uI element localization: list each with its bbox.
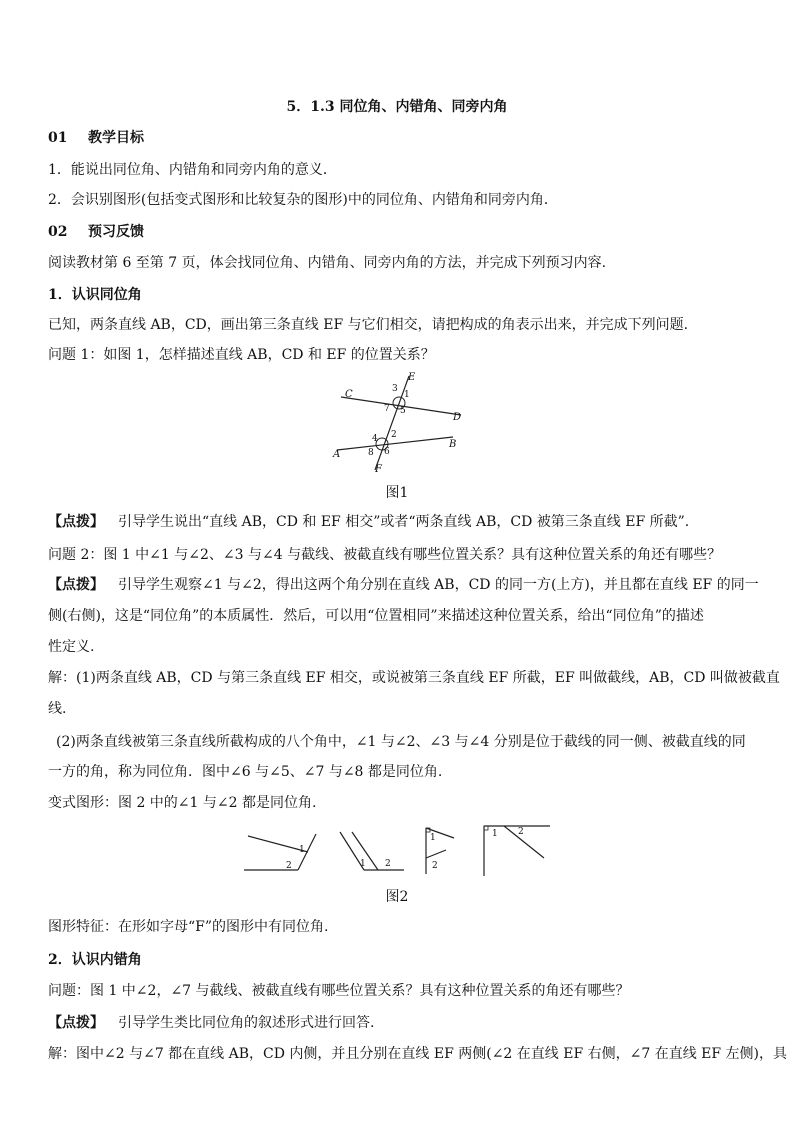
answer-1-continued: 线.	[48, 701, 67, 717]
tip-text: 引导学生说出“直线 AB，CD 和 EF 相交”或者“两条直线 AB，CD 被第三条直线 EF 所截”.	[118, 514, 690, 530]
label-c: C	[345, 389, 353, 400]
figure-2d	[484, 826, 550, 876]
angle-label-4: 4	[372, 434, 378, 444]
answer-1: 解：(1)两条直线 AB，CD 与第三条直线 EF 相交，或说被第三条直线 EF 所截，EF 叫做截线，AB，CD 叫做被截直	[48, 670, 780, 686]
figure-feature: 图形特征：在形如字母“F”的图形中有同位角.	[48, 919, 329, 935]
figure-2-caption: 图2	[385, 889, 409, 905]
section-label: 预习反馈	[88, 224, 144, 240]
question: 问题：图 1 中∠2，∠7 与截线、被截直线有哪些位置关系？具有这种位置关系的角还有哪些？	[48, 983, 630, 999]
tip-2	[48, 575, 759, 595]
tip-label: 【点拨】	[48, 514, 104, 530]
tip-text: 引导学生观察∠1 与∠2，得出这两个角分别在直线 AB，CD 的同一方(上方)，并且都在直线 EF 的同一	[118, 577, 759, 593]
angle-label: 1	[430, 833, 436, 843]
goal-item: 1．能说出同位角、内错角和同旁内角的意义．	[48, 162, 337, 178]
angle-label-3: 3	[392, 384, 398, 394]
section-heading-preview	[48, 222, 748, 242]
question-2: 问题 2：图 1 中∠1 与∠2、∠3 与∠4 与截线、被截直线有哪些位置关系？具有这种位置关系的角还有哪些？	[48, 547, 722, 563]
label-d: D	[453, 412, 462, 423]
tip-label: 【点拨】	[48, 577, 104, 593]
tip-2-continued: 侧(右侧)，这是“同位角”的本质属性．然后，可以用“位置相同”来描述这种位置关系，给出“同位角”的描述	[48, 608, 704, 624]
label-e: E	[408, 372, 416, 383]
angle-label-8: 8	[368, 448, 374, 458]
figure-1-caption: 图1	[385, 485, 409, 501]
angle-label-1: 1	[404, 390, 410, 400]
label-b: B	[449, 439, 457, 450]
section-heading-objectives	[48, 128, 748, 148]
angle-label-2: 2	[391, 430, 397, 440]
angle-label-6: 6	[384, 447, 390, 457]
answer-2-continued: 一方的角，称为同位角．图中∠6 与∠5、∠7 与∠8 都是同位角.	[48, 764, 443, 780]
label-a: A	[333, 449, 341, 460]
answer: 解：图中∠2 与∠7 都在直线 AB，CD 内侧，并且分别在直线 EF 两侧(∠2 在直线 EF 右侧，∠7 在直线 EF 左侧)，具	[48, 1046, 788, 1062]
answer-2: (2)两条直线被第三条直线所截构成的八个角中，∠1 与∠2、∠3 与∠4 分别是位于截线的同一侧、被截直线的同	[56, 734, 746, 750]
label-f: F	[375, 464, 382, 475]
angle-label-7: 7	[384, 404, 390, 414]
angle-label: 2	[518, 827, 524, 837]
section-number: 02	[48, 224, 68, 240]
goal-item: 2．会识别图形(包括变式图形和比较复杂的图形)中的同位角、内错角和同旁内角．	[48, 192, 558, 208]
figure-2c	[426, 828, 454, 874]
angle-label: 1	[492, 829, 498, 839]
paragraph: 已知，两条直线 AB，CD，画出第三条直线 EF 与它们相交，请把构成的角表示出来，并完成下列问题.	[48, 317, 689, 333]
angle-label: 1	[299, 845, 305, 855]
figure-1-diagram	[325, 368, 475, 476]
part-heading: 2．认识内错角	[48, 952, 142, 968]
tip-3	[48, 1013, 748, 1033]
reading-instruction: 阅读教材第 6 至第 7 页，体会找同位角、内错角、同旁内角的方法，并完成下列预习内容.	[48, 255, 607, 271]
figure-2a	[244, 834, 316, 871]
angle-label: 1	[360, 859, 366, 869]
tip-label: 【点拨】	[48, 1015, 104, 1031]
tip-2-continued: 性定义.	[48, 639, 95, 655]
figure-2b	[340, 832, 404, 870]
question-1: 问题 1：如图 1，怎样描述直线 AB，CD 和 EF 的位置关系？	[48, 347, 435, 363]
angle-label: 2	[432, 861, 438, 871]
angle-label: 2	[286, 861, 292, 871]
figure-2-diagram	[240, 822, 555, 876]
section-number: 01	[48, 130, 68, 146]
angle-label: 2	[385, 859, 391, 869]
tip-text: 引导学生类比同位角的叙述形式进行回答.	[118, 1015, 375, 1031]
part-heading: 1．认识同位角	[48, 287, 142, 303]
page-title: 5．1.3 同位角、内错角、同旁内角	[286, 99, 508, 115]
angle-label-5: 5	[400, 406, 406, 416]
section-label: 教学目标	[88, 130, 144, 146]
variant-figures-text: 变式图形：图 2 中的∠1 与∠2 都是同位角.	[48, 795, 317, 811]
tip-1	[48, 512, 748, 532]
